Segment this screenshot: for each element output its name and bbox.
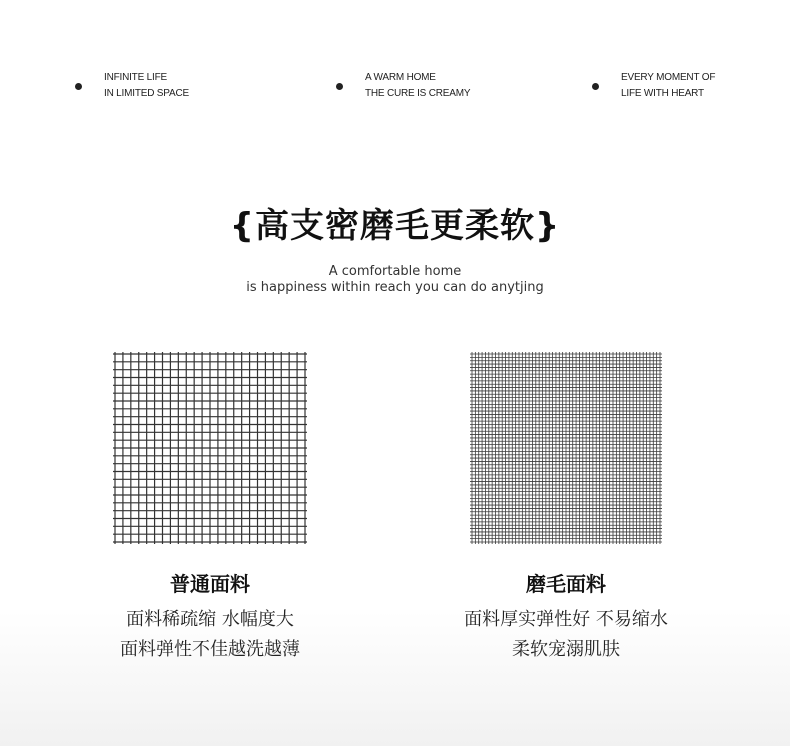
page-subtitle [0,264,790,296]
panel-desc-line1: 面料稀疏缩 水幅度大 [126,609,294,630]
tagline-2 [336,70,470,102]
panel-brushed-fabric [416,352,716,665]
panel-regular-fabric [60,352,360,665]
tagline-1 [75,70,189,102]
panel-description [416,605,716,665]
subtitle-line2: is happiness within reach you can do anytjing [246,280,544,295]
panel-desc-line1: 面料厚实弹性好 不易缩水 [464,609,668,630]
bullet-dot-icon [75,83,82,90]
panel-desc-line2: 柔软宠溺肌肤 [512,639,620,660]
tagline-3 [592,70,715,102]
page-title: {高支密磨毛更柔软} [229,206,561,246]
tagline-3-line1: EVERY MOMENT OF [621,72,716,83]
panel-heading: 普通面料 [170,572,250,596]
tagline-1-line2: IN LIMITED SPACE [104,88,189,99]
tagline-2-line2: THE CURE IS CREAMY [365,88,471,99]
tagline-row [0,70,790,110]
dense-weave-grid-icon [470,352,662,544]
panel-description [60,605,360,665]
tagline-3-line2: LIFE WITH HEART [621,88,704,99]
bullet-dot-icon [592,83,599,90]
tagline-2-line1: A WARM HOME [365,72,436,83]
bullet-dot-icon [336,83,343,90]
subtitle-line1: A comfortable home [328,264,462,279]
tagline-1-line1: INFINITE LIFE [104,72,167,83]
panel-heading: 磨毛面料 [526,572,606,596]
sparse-weave-grid-icon [113,352,307,544]
panel-desc-line2: 面料弹性不佳越洗越薄 [120,639,300,660]
